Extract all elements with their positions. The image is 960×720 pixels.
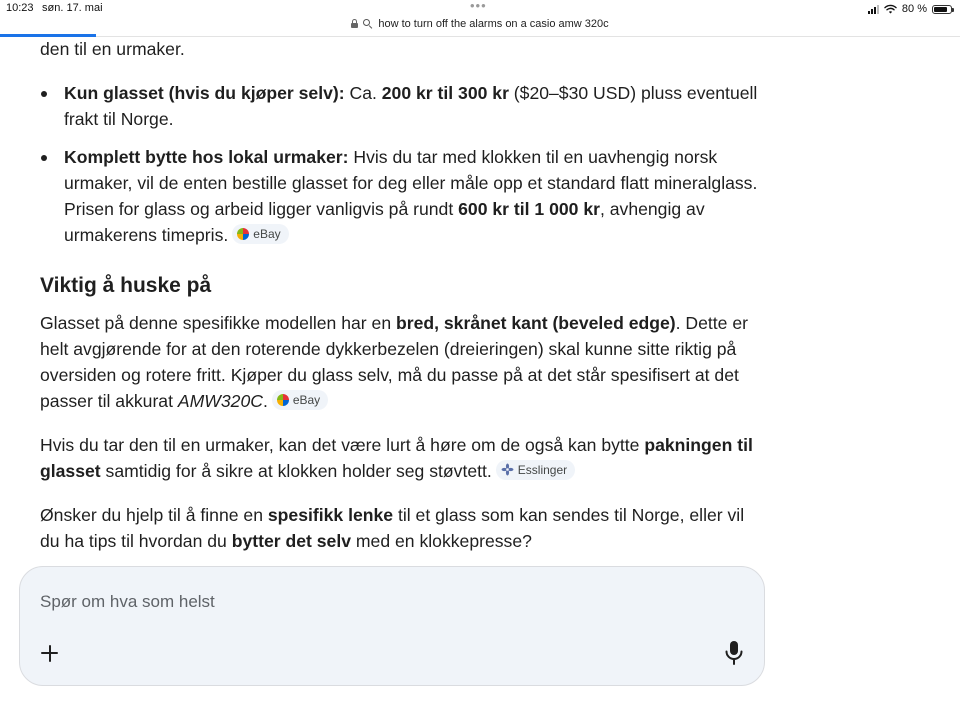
status-bar <box>0 0 960 37</box>
para-text: Hvis du tar den til en urmaker, kan det være lurt å høre om de også kan bytte <box>40 435 645 455</box>
status-time: 10:23 <box>6 2 34 14</box>
bullet-text: Ca. <box>344 83 382 103</box>
paragraph-followup <box>40 502 760 554</box>
status-date: søn. 17. mai <box>42 2 103 14</box>
response-content <box>40 36 760 572</box>
para-text: . Dette er helt avgjørende for at den roterende dykkerbezelen (dreieringen) skal kunne sitte riktig på oversiden og rotere fritt. Kjøper du glass selv, må du passe på at det står spesifisert at det passer til akkurat <box>40 313 749 411</box>
prompt-box <box>19 566 765 686</box>
lock-icon <box>351 19 358 28</box>
para-text: . <box>262 391 268 411</box>
address-text[interactable]: how to turn off the alarms on a casio amw 320c <box>378 17 609 30</box>
esslinger-logo-icon <box>501 463 514 476</box>
battery-level <box>934 7 947 12</box>
source-chip-ebay[interactable] <box>272 390 328 410</box>
add-button[interactable] <box>36 639 64 667</box>
search-icon <box>363 19 373 29</box>
cellular-signal-icon <box>868 4 879 14</box>
para-text: Glasset på denne spesifikke modellen har en <box>40 313 396 333</box>
source-chip-ebay[interactable] <box>232 224 288 244</box>
bullet-label: Kun glasset (hvis du kjøper selv): <box>64 83 345 103</box>
para-emphasis: spesifikk lenke <box>267 505 394 525</box>
source-chip-label: eBay <box>292 393 321 407</box>
battery-percent: 80 % <box>901 3 927 15</box>
para-emphasis: pakningen til glasset <box>40 435 753 481</box>
bullet-text: Hvis du tar med klokken til en uavhengig norsk urmaker, vil de enten bestille glasset for deg eller måle opp et standard flatt mineralglass. Prisen for glass og arbeid ligger vanligvis på rundt <box>64 147 758 219</box>
microphone-button[interactable] <box>720 638 748 668</box>
ebay-logo-icon <box>277 394 289 406</box>
battery-icon <box>932 5 952 14</box>
battery-tip <box>952 8 954 12</box>
address-bar[interactable] <box>0 16 960 31</box>
status-indicators <box>868 2 952 16</box>
source-chip-esslinger[interactable] <box>496 460 575 480</box>
list-item <box>40 144 760 248</box>
model-name: AMW320C <box>177 391 263 411</box>
para-emphasis: bytter det selv <box>231 531 351 551</box>
multitasking-dots-icon[interactable]: ••• <box>470 0 487 13</box>
para-text: samtidig for å sikre at klokken holder seg støvtett. <box>100 461 492 481</box>
bullet-text: ($20–$30 USD) pluss eventuell frakt til Norge. <box>64 83 758 129</box>
list-item <box>40 80 760 132</box>
ebay-logo-icon <box>237 228 249 240</box>
para-text: med en klokkepresse? <box>351 531 532 551</box>
prompt-input[interactable] <box>40 589 680 615</box>
wifi-icon <box>884 4 897 14</box>
paragraph-gasket <box>40 432 760 484</box>
price-list <box>40 80 760 248</box>
source-chip-label: eBay <box>253 227 281 241</box>
para-text: Ønsker du hjelp til å finne en <box>40 505 268 525</box>
intro-fragment: den til en urmaker. <box>40 39 185 59</box>
microphone-icon <box>720 638 748 668</box>
bullet-text: , avhengig av urmakerens timepris. <box>64 199 705 245</box>
bullet-price: 600 kr til 1 000 kr <box>458 199 600 219</box>
bullet-label: Komplett bytte hos lokal urmaker: <box>64 147 349 167</box>
section-heading: Viktig å huske på <box>40 274 212 297</box>
source-chip-label: Esslinger <box>517 462 568 477</box>
para-emphasis: bred, skrånet kant (beveled edge) <box>396 313 676 333</box>
para-text: til et glass som kan sendes til Norge, eller vil du ha tips til hvordan du <box>40 505 745 551</box>
paragraph-bevel <box>40 310 760 414</box>
bullet-price: 200 kr til 300 kr <box>381 83 509 103</box>
